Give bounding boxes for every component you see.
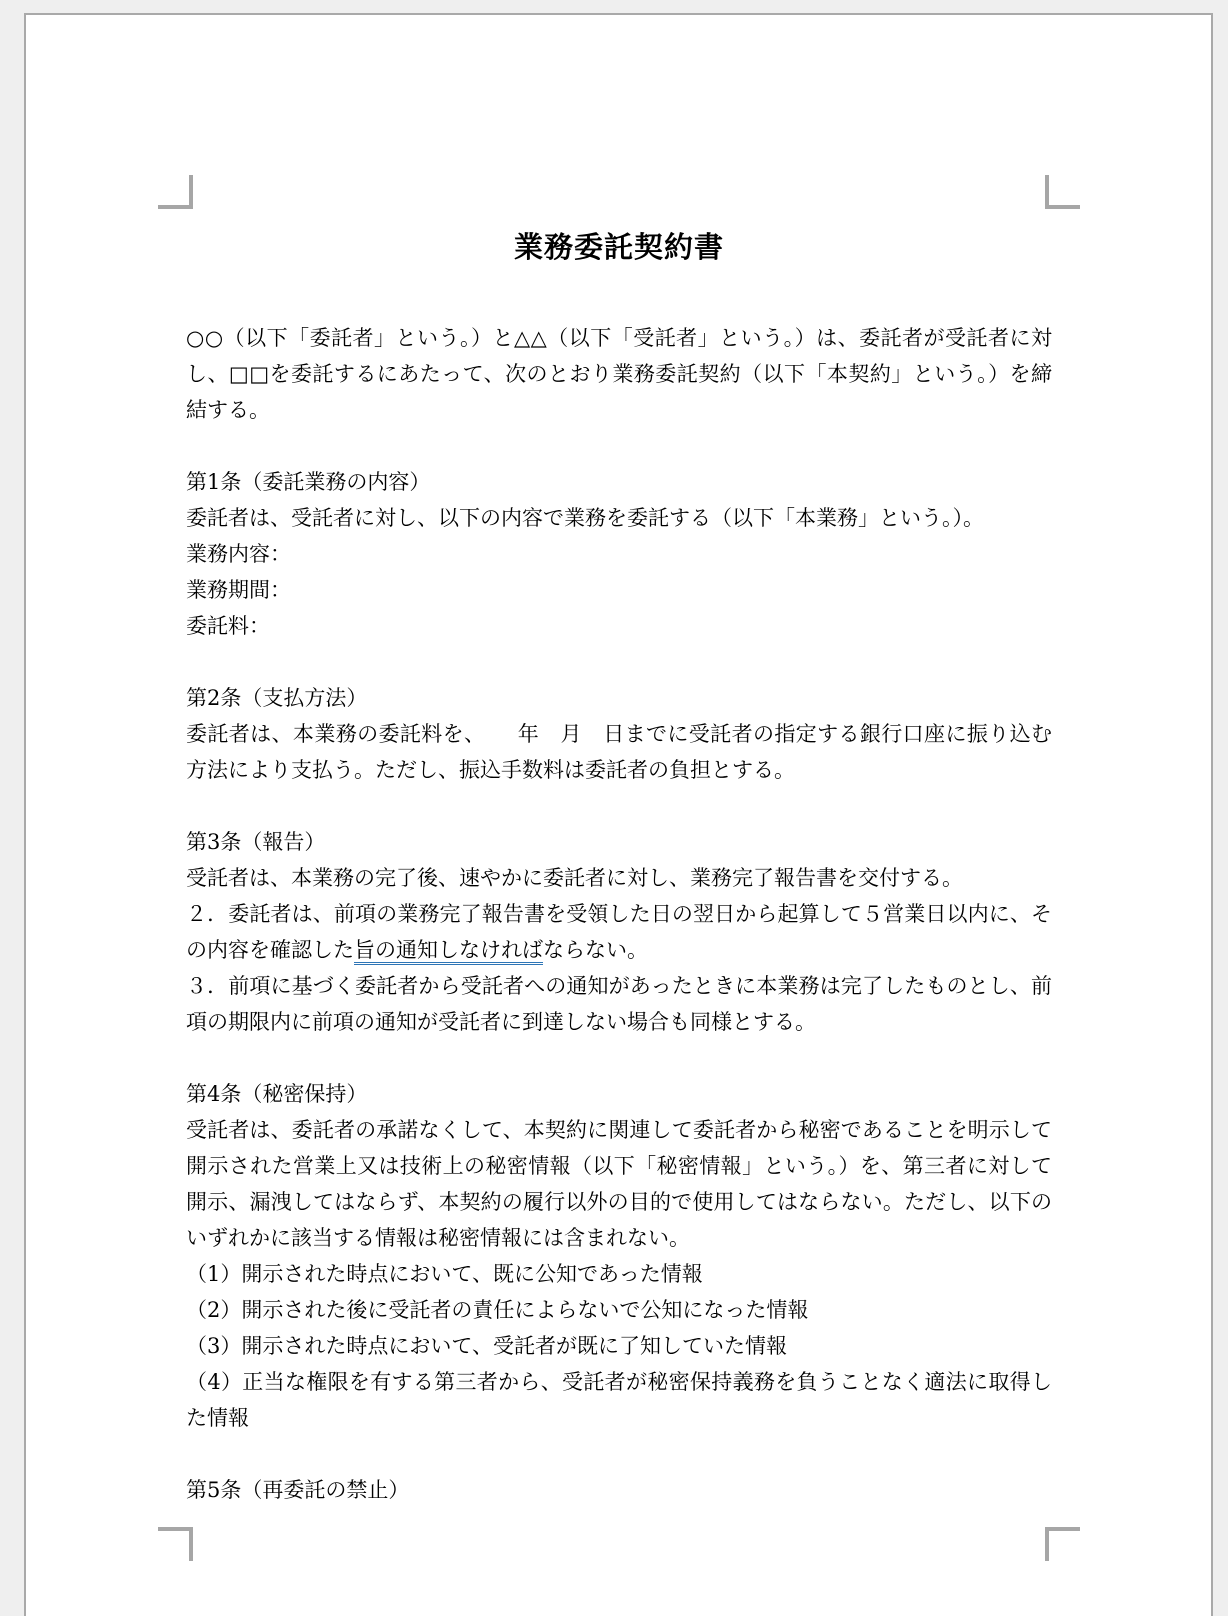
article1-heading: 第1条（委託業務の内容） — [186, 470, 431, 494]
article5-heading: 第5条（再委託の禁止） — [186, 1478, 410, 1502]
blank-line — [186, 1040, 1052, 1076]
article4-item-1: （1）開示された時点において、既に公知であった情報 — [186, 1262, 703, 1286]
article4-item-3: （3）開示された時点において、受託者が既に了知していた情報 — [186, 1334, 787, 1358]
document-title: 業務委託契約書 — [513, 230, 724, 264]
document-page[interactable] — [24, 13, 1213, 1616]
blank-line — [186, 788, 1052, 824]
article1-field-content: 業務内容： — [186, 542, 291, 566]
article2-heading: 第2条（支払方法） — [186, 686, 368, 710]
article3-heading: 第3条（報告） — [186, 830, 326, 854]
grammar-check-underlined-text: 旨の通知しなければ — [354, 938, 543, 965]
margin-crop-mark-top-right — [1045, 175, 1080, 209]
margin-crop-mark-top-left — [158, 175, 193, 209]
article4-heading: 第4条（秘密保持） — [186, 1082, 368, 1106]
article3-paragraph3: ３．前項に基づく委託者から受託者への通知があったときに本業務は完了したものとし、前項の期限内に前項の通知が受託者に到達しない場合も同様とする。 — [186, 974, 1052, 1034]
blank-line — [186, 428, 1052, 464]
intro-paragraph: ○○（以下「委託者」という。）と△△（以下「受託者」という。）は、委託者が受託者に対し、□□を委託するにあたって、次のとおり業務委託契約（以下「本契約」という。）を締結する。 — [186, 326, 1052, 422]
article3-paragraph2 — [186, 896, 1052, 968]
margin-crop-mark-bottom-left — [158, 1527, 193, 1561]
article3-paragraph1: 受託者は、本業務の完了後、速やかに委託者に対し、業務完了報告書を交付する。 — [186, 866, 963, 890]
blank-line — [186, 1436, 1052, 1472]
article2-body: 委託者は、本業務の委託料を、 年 月 日までに受託者の指定する銀行口座に振り込む方法により支払う。ただし、振込手数料は委託者の負担とする。 — [186, 722, 1052, 782]
article4-item-2: （2）開示された後に受託者の責任によらないで公知になった情報 — [186, 1298, 809, 1322]
article4-body: 受託者は、委託者の承諾なくして、本契約に関連して委託者から秘密であることを明示して開示された営業上又は技術上の秘密情報（以下「秘密情報」という。）を、第三者に対して開示、漏洩してはならず、本契約の履行以外の目的で使用してはならない。ただし、以下のいずれかに該当する情報は秘密情報には含まれない。 — [186, 1118, 1052, 1250]
article3-paragraph2-text-end: ならない。 — [543, 938, 648, 962]
article3-paragraph2-text: ２．委託者は、前項の業務完了報告書を受領した日の翌日から起算して５営業日以内に、その内容を確認した — [186, 902, 1052, 962]
article4-item-4: （4）正当な権限を有する第三者から、受託者が秘密保持義務を負うことなく適法に取得した情報 — [186, 1370, 1052, 1430]
article1-body: 委託者は、受託者に対し、以下の内容で業務を委託する（以下「本業務」という。）。 — [186, 506, 984, 530]
article1-field-fee: 委託料： — [186, 614, 270, 638]
article1-field-period: 業務期間： — [186, 578, 291, 602]
document-text-area — [186, 227, 1052, 1508]
blank-line — [186, 644, 1052, 680]
margin-crop-mark-bottom-right — [1045, 1527, 1080, 1561]
